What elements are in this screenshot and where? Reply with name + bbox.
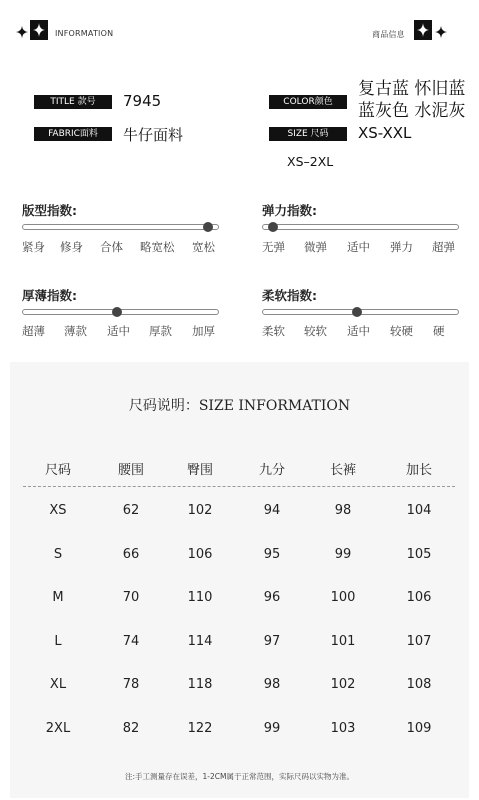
scale-label: 适中: [347, 324, 370, 338]
size-value-alt: XS–2XL: [287, 154, 334, 169]
title-value: 7945: [123, 92, 162, 110]
table-cell: L: [54, 633, 62, 649]
table-cell: 94: [263, 503, 281, 518]
scale-label: 合体: [100, 240, 123, 254]
sparkle-icon: [16, 26, 28, 38]
table-cell: 74: [122, 633, 140, 649]
table-cell: 82: [122, 720, 140, 736]
scale-label: 较软: [304, 324, 327, 338]
scale-label: 薄款: [64, 324, 87, 338]
table-cell: 106: [406, 590, 432, 605]
table-cell: 108: [406, 677, 432, 692]
table-cell: 118: [187, 677, 213, 692]
scale-label: 宽松: [192, 240, 215, 254]
index-knob: [352, 307, 362, 317]
index-title: 厚薄指数:: [22, 288, 77, 303]
table-cell: 99: [334, 546, 352, 562]
index-knob: [112, 307, 122, 317]
table-header-cell: 尺码: [44, 463, 71, 478]
scale-label: 紧身: [22, 240, 45, 254]
index-track: [262, 224, 459, 230]
table-cell: 107: [406, 633, 432, 649]
scale-label: 硬: [433, 324, 445, 338]
fabric-tag: FABRIC面料: [34, 127, 112, 141]
scale-label: 无弹: [262, 240, 285, 254]
table-cell: 100: [330, 590, 356, 605]
table-cell: 70: [122, 590, 140, 605]
fabric-value: 牛仔面料: [123, 126, 184, 144]
index-title: 柔软指数:: [262, 288, 317, 303]
table-cell: 95: [263, 546, 281, 562]
table-cell: 66: [122, 546, 140, 562]
table-cell: 78: [122, 677, 140, 692]
table-cell: S: [53, 546, 63, 562]
scale-label: 适中: [347, 240, 370, 254]
index-knob: [203, 222, 213, 232]
table-header-cell: 臀围: [186, 463, 213, 478]
table-cell: 99: [263, 720, 281, 736]
table-cell: 97: [263, 633, 281, 649]
table-cell: 110: [187, 590, 213, 605]
table-cell: 98: [334, 503, 352, 518]
sparkle-icon: [435, 26, 447, 38]
scale-label: 超薄: [22, 324, 45, 338]
scale-label: 弹力: [390, 240, 413, 254]
table-header-cell: 加长: [405, 463, 432, 478]
table-header-cell: 腰围: [117, 463, 144, 478]
table-header-cell: 九分: [258, 463, 285, 478]
table-cell: 109: [406, 720, 432, 736]
table-divider: [23, 486, 455, 487]
scale-label: 厚款: [149, 324, 172, 338]
table-cell: 104: [406, 503, 432, 518]
diamond-star-icon: [30, 20, 48, 40]
table-cell: 103: [330, 720, 356, 736]
table-cell: XS: [49, 503, 67, 518]
size-tag: SIZE 尺码: [269, 127, 347, 141]
scale-label: 微弹: [304, 240, 327, 254]
scale-label: 较硬: [390, 324, 413, 338]
table-cell: 96: [263, 590, 281, 605]
color-value-line2: 蓝灰色 水泥灰: [358, 101, 466, 121]
table-cell: 122: [187, 720, 213, 736]
table-cell: 98: [263, 677, 281, 692]
table-cell: 105: [406, 546, 432, 562]
index-track: [22, 224, 219, 230]
scale-label: 柔软: [262, 324, 285, 338]
size-table-title: 尺码说明：SIZE INFORMATION: [128, 398, 351, 414]
table-cell: 62: [122, 503, 140, 518]
title-tag: TITLE 款号: [34, 95, 112, 109]
table-cell: M: [52, 590, 64, 605]
table-cell: 106: [187, 546, 213, 562]
table-header-cell: 长裤: [329, 463, 356, 478]
index-title: 弹力指数:: [262, 203, 317, 218]
color-tag: COLOR颜色: [269, 95, 347, 109]
color-value-line1: 复古蓝 怀旧蓝: [358, 79, 466, 99]
scale-label: 修身: [60, 240, 83, 254]
table-cell: 102: [187, 503, 213, 518]
table-cell: 101: [330, 633, 356, 649]
scale-label: 适中: [107, 324, 130, 338]
measurement-note: 注:手工测量存在误差，1-2CM属于正常范围，实际尺码以实物为准。: [125, 772, 354, 781]
table-cell: 114: [187, 633, 213, 649]
index-title: 版型指数:: [22, 203, 77, 218]
scale-label: 略宽松: [140, 240, 175, 254]
header-right-label: 商品信息: [372, 30, 405, 39]
table-cell: 2XL: [45, 720, 71, 736]
header-left-label: INFORMATION: [55, 29, 114, 38]
table-cell: 102: [330, 677, 356, 692]
diamond-star-icon: [414, 20, 432, 40]
size-value: XS-XXL: [358, 124, 412, 142]
table-cell: XL: [49, 677, 67, 692]
scale-label: 加厚: [192, 324, 215, 338]
index-knob: [268, 222, 278, 232]
scale-label: 超弹: [432, 240, 455, 254]
